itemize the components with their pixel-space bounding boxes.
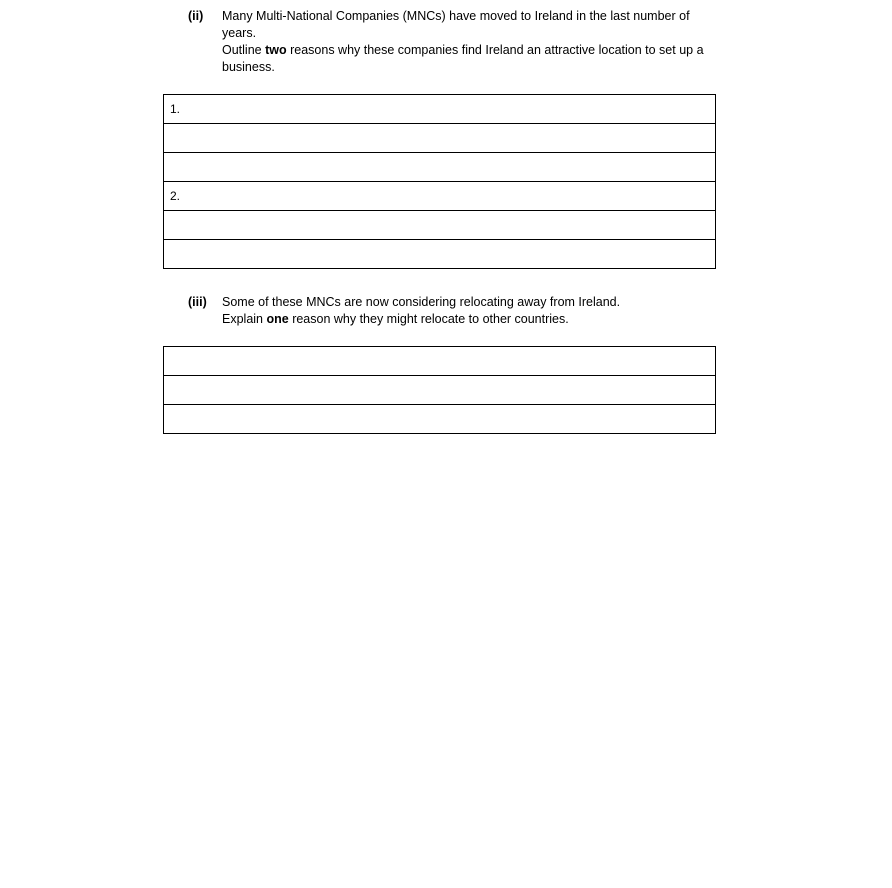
question-ii xyxy=(188,8,708,76)
answer-row[interactable] xyxy=(164,211,716,240)
answer-row[interactable] xyxy=(164,124,716,153)
answer-table-iii xyxy=(163,346,716,434)
question-number: (ii) xyxy=(188,9,204,23)
instruction-emphasis: two xyxy=(265,43,287,57)
answer-row[interactable] xyxy=(164,240,716,269)
answer-cell[interactable] xyxy=(164,124,716,153)
question-text xyxy=(222,8,708,76)
answer-row[interactable] xyxy=(164,347,716,376)
question-statement: Many Multi-National Companies (MNCs) have moved to Ireland in the last number of years. xyxy=(222,9,690,40)
answer-row[interactable] xyxy=(164,405,716,434)
answer-cell[interactable] xyxy=(164,211,716,240)
answer-cell[interactable]: 1. xyxy=(164,95,716,124)
question-instruction xyxy=(222,42,708,76)
answer-table-ii xyxy=(163,94,716,269)
instruction-text: reasons why these companies find Ireland an attractive location to set up a business. xyxy=(222,43,704,74)
question-instruction xyxy=(222,311,708,328)
instruction-text: Explain xyxy=(222,312,267,326)
answer-row[interactable] xyxy=(164,95,716,124)
question-statement: Some of these MNCs are now considering relocating away from Ireland. xyxy=(222,295,621,309)
question-number: (iii) xyxy=(188,295,207,309)
instruction-emphasis: one xyxy=(266,312,289,326)
answer-cell[interactable] xyxy=(164,240,716,269)
answer-row[interactable] xyxy=(164,153,716,182)
question-text xyxy=(222,294,708,328)
instruction-text: reason why they might relocate to other countries. xyxy=(288,312,569,326)
answer-cell[interactable] xyxy=(164,347,716,376)
answer-cell[interactable] xyxy=(164,376,716,405)
answer-cell[interactable]: 2. xyxy=(164,182,716,211)
answer-row[interactable] xyxy=(164,376,716,405)
answer-cell[interactable] xyxy=(164,153,716,182)
answer-row[interactable] xyxy=(164,182,716,211)
question-iii xyxy=(188,294,708,328)
answer-cell[interactable] xyxy=(164,405,716,434)
instruction-text: Outline xyxy=(222,43,266,57)
